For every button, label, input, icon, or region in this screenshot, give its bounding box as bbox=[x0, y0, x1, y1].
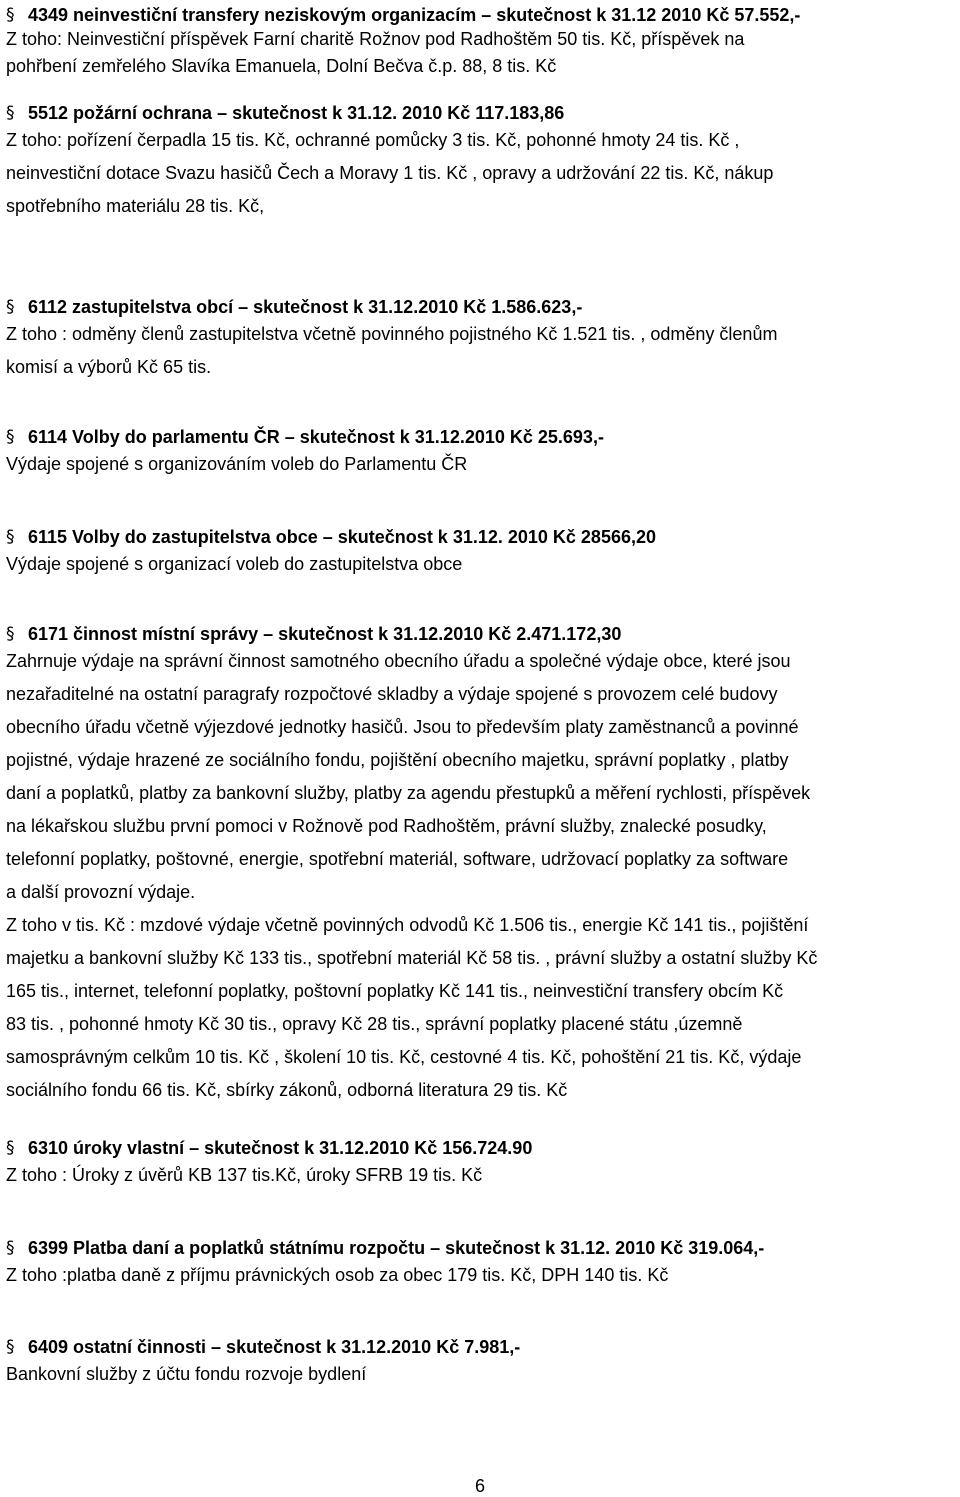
section-bullet-icon: § bbox=[6, 297, 15, 317]
section-heading bbox=[6, 623, 956, 645]
section-text-line: Výdaje spojené s organizací voleb do zastupitelstva obce bbox=[6, 554, 463, 574]
section-heading bbox=[6, 426, 956, 448]
page-number: 6 bbox=[474, 1476, 485, 1496]
section-bullet-icon: § bbox=[6, 624, 15, 644]
section-text-line: majetku a bankovní služby Kč 133 tis., spotřební materiál Kč 58 tis. , právní služby a ostatní služby Kč bbox=[6, 948, 818, 968]
section-heading bbox=[6, 4, 956, 26]
section-6399 bbox=[6, 1237, 956, 1292]
section-bullet-icon: § bbox=[6, 1138, 15, 1158]
section-6114 bbox=[6, 426, 956, 481]
section-heading bbox=[6, 296, 956, 318]
section-heading-text: 4349 neinvestiční transfery neziskovým organizacím – skutečnost k 31.12 2010 Kč 57.552,- bbox=[28, 5, 801, 25]
section-bullet-icon: § bbox=[6, 103, 15, 123]
section-heading-text: 6112 zastupitelstva obcí – skutečnost k 31.12.2010 Kč 1.586.623,- bbox=[28, 297, 583, 317]
section-text-line: samosprávným celkům 10 tis. Kč , školení 10 tis. Kč, cestovné 4 tis. Kč, pohoštění 21 tis. Kč, výdaje bbox=[6, 1047, 802, 1067]
section-text-line: 83 tis. , pohonné hmoty Kč 30 tis., opravy Kč 28 tis., správní poplatky placené státu ,územně bbox=[6, 1014, 743, 1034]
section-text-line: 165 tis., internet, telefonní poplatky, poštovní poplatky Kč 141 tis., neinvestiční transfery obcím Kč bbox=[6, 981, 784, 1001]
section-text-line: komisí a výborů Kč 65 tis. bbox=[6, 357, 212, 377]
section-5512 bbox=[6, 102, 956, 223]
section-6310 bbox=[6, 1137, 956, 1192]
section-text-line: a další provozní výdaje. bbox=[6, 882, 196, 902]
section-text-line: Z toho : odměny členů zastupitelstva včetně povinného pojistného Kč 1.521 tis. , odměny členům bbox=[6, 324, 778, 344]
section-6171 bbox=[6, 623, 956, 1107]
section-text-line: Z toho : Úroky z úvěrů KB 137 tis.Kč, úroky SFRB 19 tis. Kč bbox=[6, 1165, 483, 1185]
section-6409 bbox=[6, 1336, 956, 1391]
section-text-line: neinvestiční dotace Svazu hasičů Čech a Moravy 1 tis. Kč , opravy a udržování 22 tis. Kč, nákup bbox=[6, 163, 774, 183]
section-text-line: Z toho: Neinvestiční příspěvek Farní charitě Rožnov pod Radhoštěm 50 tis. Kč, příspěvek na bbox=[6, 29, 745, 49]
section-heading-text: 6115 Volby do zastupitelstva obce – skutečnost k 31.12. 2010 Kč 28566,20 bbox=[28, 527, 656, 547]
section-text-line: spotřebního materiálu 28 tis. Kč, bbox=[6, 196, 265, 216]
section-heading-text: 6409 ostatní činnosti – skutečnost k 31.12.2010 Kč 7.981,- bbox=[28, 1337, 521, 1357]
section-text-line: daní a poplatků, platby za bankovní služby, platby za agendu přestupků a měření rychlosti, příspěvek bbox=[6, 783, 811, 803]
section-heading bbox=[6, 526, 956, 548]
section-heading bbox=[6, 1237, 956, 1259]
section-heading-text: 6114 Volby do parlamentu ČR – skutečnost k 31.12.2010 Kč 25.693,- bbox=[28, 427, 604, 447]
section-text-line: pojistné, výdaje hrazené ze sociálního fondu, pojištění obecního majetku, správní poplatky , platby bbox=[6, 750, 789, 770]
section-text-line: Z toho: pořízení čerpadla 15 tis. Kč, ochranné pomůcky 3 tis. Kč, pohonné hmoty 24 tis. Kč , bbox=[6, 130, 740, 150]
section-6115 bbox=[6, 526, 956, 581]
section-bullet-icon: § bbox=[6, 427, 15, 447]
section-bullet-icon: § bbox=[6, 1337, 15, 1357]
section-heading-text: 6399 Platba daní a poplatků státnímu rozpočtu – skutečnost k 31.12. 2010 Kč 319.064,- bbox=[28, 1238, 765, 1258]
section-text-line: pohřbení zemřelého Slavíka Emanuela, Dolní Bečva č.p. 88, 8 tis. Kč bbox=[6, 56, 557, 76]
section-heading-text: 5512 požární ochrana – skutečnost k 31.12. 2010 Kč 117.183,86 bbox=[28, 103, 565, 123]
section-text-line: Bankovní služby z účtu fondu rozvoje bydlení bbox=[6, 1364, 367, 1384]
section-text-line: na lékařskou službu první pomoci v Rožnově pod Radhoštěm, právní služby, znalecké posudky, bbox=[6, 816, 767, 836]
section-4349 bbox=[6, 4, 956, 80]
section-text-line: Zahrnuje výdaje na správní činnost samotného obecního úřadu a společné výdaje obce, které jsou bbox=[6, 651, 791, 671]
section-heading-text: 6310 úroky vlastní – skutečnost k 31.12.2010 Kč 156.724.90 bbox=[28, 1138, 533, 1158]
section-bullet-icon: § bbox=[6, 527, 15, 547]
section-6112 bbox=[6, 296, 956, 384]
section-heading bbox=[6, 102, 956, 124]
section-text-line: Z toho :platba daně z příjmu právnických osob za obec 179 tis. Kč, DPH 140 tis. Kč bbox=[6, 1265, 669, 1285]
section-bullet-icon: § bbox=[6, 1238, 15, 1258]
section-text-line: sociálního fondu 66 tis. Kč, sbírky zákonů, odborná literatura 29 tis. Kč bbox=[6, 1080, 568, 1100]
section-text-line: Z toho v tis. Kč : mzdové výdaje včetně povinných odvodů Kč 1.506 tis., energie Kč 141 tis., pojištění bbox=[6, 915, 809, 935]
section-heading bbox=[6, 1336, 956, 1358]
section-bullet-icon: § bbox=[6, 5, 15, 25]
section-text-line: telefonní poplatky, poštovné, energie, spotřební materiál, software, udržovací poplatky za software bbox=[6, 849, 789, 869]
section-heading-text: 6171 činnost místní správy – skutečnost k 31.12.2010 Kč 2.471.172,30 bbox=[28, 624, 622, 644]
section-heading bbox=[6, 1137, 956, 1159]
section-text-line: Výdaje spojené s organizováním voleb do Parlamentu ČR bbox=[6, 454, 468, 474]
section-text-line: nezařaditelné na ostatní paragrafy rozpočtové skladby a výdaje spojené s provozem celé budovy bbox=[6, 684, 778, 704]
section-text-line: obecního úřadu včetně výjezdové jednotky hasičů. Jsou to především platy zaměstnanců a povinné bbox=[6, 717, 799, 737]
